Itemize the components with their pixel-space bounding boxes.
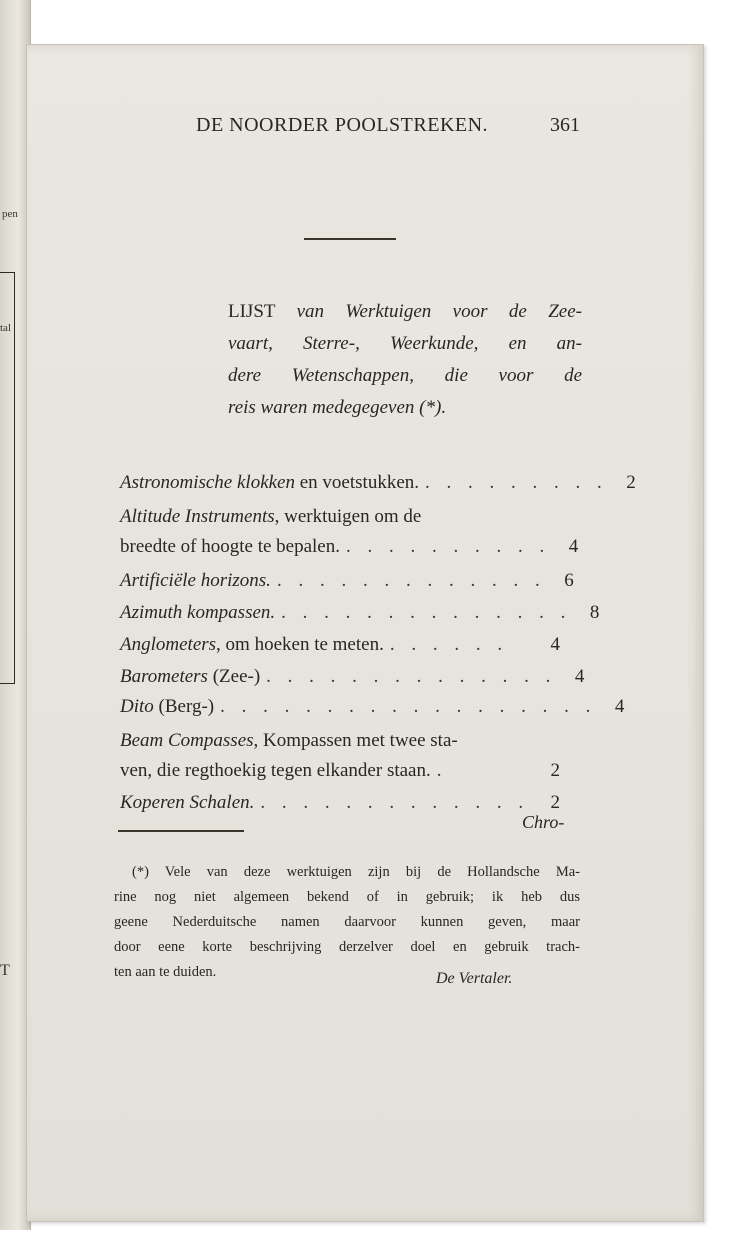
footnote-rule — [118, 830, 244, 832]
item-quantity: 2 — [550, 792, 560, 813]
heading-lead: LIJST — [228, 301, 276, 322]
ornamental-rule — [304, 238, 396, 240]
footnote-line: geene Nederduitsche namen daarvoor kunnen geven, maar — [114, 914, 580, 930]
footnote-line: (*) Vele van deze werktuigen zijn bij de Hollandsche Ma- — [132, 864, 580, 880]
list-item: Anglometers, om hoeken te meten. . . . . . . 4 — [120, 634, 560, 655]
left-page-fragment: T — [0, 962, 10, 979]
item-quantity: 8 — [589, 602, 600, 623]
heading-line: dere Wetenschappen, die voor de — [228, 365, 582, 386]
list-item: Koperen Schalen. . . . . . . . . . . . . . 2 — [120, 792, 560, 813]
footnote-line: rine nog niet algemeen bekend of in gebruik; ik heb dus — [114, 889, 580, 905]
item-quantity: 4 — [614, 696, 625, 717]
footnote — [114, 860, 580, 985]
catchword: Chro- — [522, 812, 565, 832]
list-item: Astronomische klokken en voetstukken. . . . . . . . . . 2 — [120, 472, 636, 493]
heading-line: vaart, Sterre-, Weerkunde, en an- — [228, 333, 582, 354]
running-title: DE NOORDER POOLSTREKEN. — [196, 114, 489, 136]
item-quantity: 4 — [568, 536, 579, 557]
translator-signature: De Vertaler. — [436, 970, 513, 987]
running-head — [196, 114, 586, 144]
left-page-fragment: pen — [2, 208, 18, 220]
heading-text: van Werktuigen voor de Zee- — [296, 301, 582, 322]
item-quantity: 2 — [550, 760, 560, 781]
heading-line — [120, 296, 582, 328]
list-item: Azimuth kompassen. . . . . . . . . . . . . . . 8 — [120, 602, 600, 623]
page-number: 361 — [550, 114, 580, 136]
footnote-line: ten aan te duiden. — [114, 964, 217, 980]
list-item: Beam Compasses, Kompassen met twee sta- ven, die regthoekig tegen elkander staan. . 2 — [120, 730, 560, 781]
list-item: Barometers (Zee-) . . . . . . . . . . . . . . 4 — [120, 666, 585, 687]
left-page-fragment: tal — [0, 322, 11, 334]
list-item: Altitude Instruments, werktuigen om de breedte of hoogte te bepalen. . . . . . . . . . . 4 — [120, 506, 579, 557]
list-item: Dito (Berg-) . . . . . . . . . . . . . . . . . . 4 — [120, 696, 625, 717]
list-heading — [120, 296, 582, 424]
item-quantity: 6 — [564, 570, 574, 591]
footnote-line: door eene korte beschrijving derzelver doel en gebruik trach- — [114, 939, 580, 955]
list-item: Artificiële horizons. . . . . . . . . . . . . . 6 — [120, 570, 574, 591]
item-quantity: 2 — [626, 472, 636, 493]
item-quantity: 4 — [574, 666, 585, 687]
heading-line: reis waren medegegeven (*). — [228, 397, 447, 418]
item-quantity: 4 — [550, 634, 560, 655]
